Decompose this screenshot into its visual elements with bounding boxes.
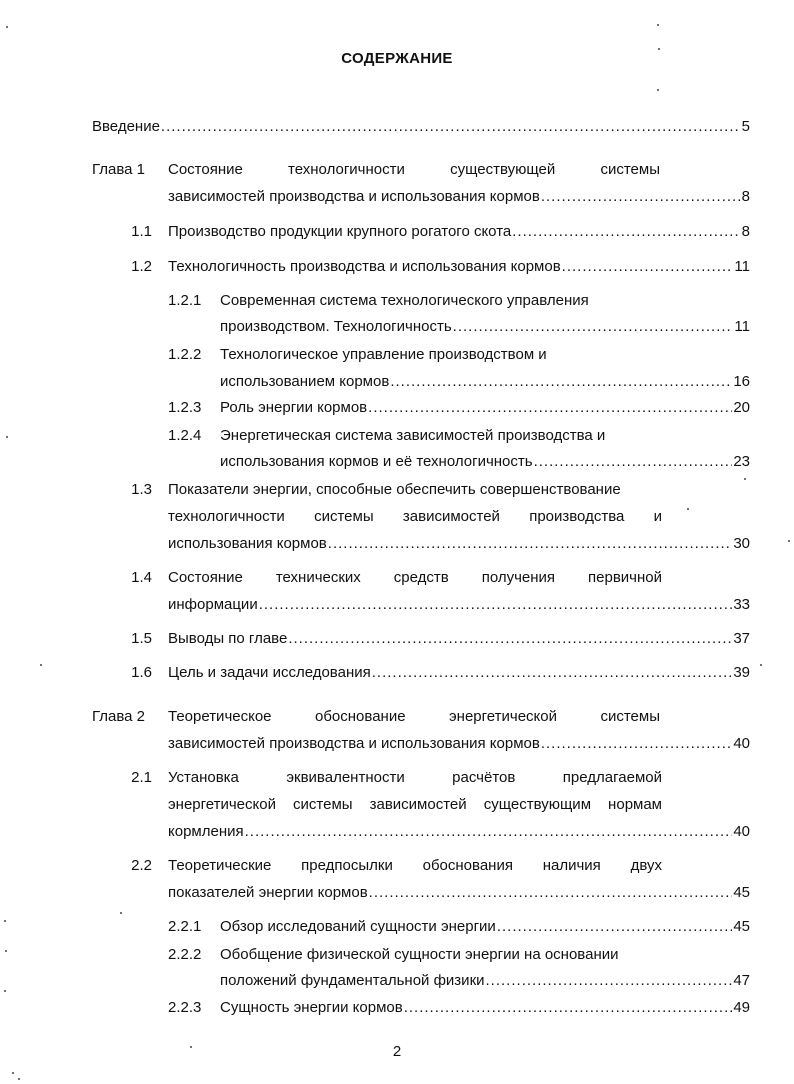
toc-page-number: 16	[733, 373, 750, 390]
toc-entry-line: Состояние технических средств получения первичной	[168, 569, 662, 586]
subsection-number: 1.2.3	[168, 399, 202, 416]
toc-page-number: 11	[734, 258, 750, 275]
page-title: СОДЕРЖАНИЕ	[341, 50, 453, 67]
scan-speck	[744, 478, 746, 480]
toc-entry-1-5	[168, 629, 750, 649]
toc-entry-chapter-1	[168, 187, 750, 207]
toc-page-number: 8	[741, 188, 750, 205]
toc-entry-1-2	[168, 257, 750, 277]
toc-entry-text: кормления	[168, 823, 244, 840]
toc-entry-line: Энергетическая система зависимостей производства и	[220, 427, 606, 444]
toc-page-number: 11	[734, 318, 750, 335]
scan-speck	[4, 920, 6, 922]
section-number: 1.2	[131, 258, 152, 275]
section-number: 1.5	[131, 630, 152, 647]
toc-entry-1-4	[168, 595, 750, 615]
toc-page-number: 20	[733, 399, 750, 416]
toc-entry-text: использованием кормов	[220, 373, 390, 390]
toc-entry-1-2-3	[220, 398, 750, 418]
toc-entry-text: Сущность энергии кормов	[220, 999, 403, 1016]
scan-speck	[40, 664, 42, 666]
toc-entry-2-2-2	[220, 971, 750, 991]
toc-entry-text: положений фундаментальной физики	[220, 972, 485, 989]
scan-speck	[657, 24, 659, 26]
scan-speck	[4, 990, 6, 992]
section-number: 1.6	[131, 664, 152, 681]
toc-entry-line: Современная система технологического управления	[220, 292, 589, 309]
page-number: 2	[392, 1043, 402, 1060]
toc-entry-2-1	[168, 822, 750, 842]
toc-entry-line: Технологическое управление производством и	[220, 346, 547, 363]
subsection-number: 2.2.1	[168, 918, 202, 935]
toc-entry-chapter-2	[168, 734, 750, 754]
toc-entry-text: зависимостей производства и использования кормов	[168, 188, 540, 205]
toc-entry-2-2-3	[220, 998, 750, 1018]
section-number: 1.3	[131, 481, 152, 498]
toc-entry-1-2-4	[220, 452, 750, 472]
chapter-label: Глава 1	[92, 161, 146, 178]
toc-entry-line: Состояние технологичности существующей системы	[168, 161, 660, 178]
subsection-number: 1.2.2	[168, 346, 202, 363]
toc-page-number: 45	[733, 918, 750, 935]
toc-page-number: 40	[733, 823, 750, 840]
toc-entry-1-2-1	[220, 317, 750, 337]
toc-page-number: 33	[733, 596, 750, 613]
scan-speck	[190, 1046, 192, 1048]
toc-entry-1-1	[168, 222, 750, 242]
toc-entry-2-2-1	[220, 917, 750, 937]
section-number: 2.2	[131, 857, 152, 874]
section-number: 1.1	[131, 223, 152, 240]
toc-page-number: 5	[741, 118, 750, 135]
scan-speck	[687, 508, 689, 510]
toc-entry-1-6	[168, 663, 750, 683]
toc-entry-text: Выводы по главе	[168, 630, 288, 647]
toc-entry-2-2	[168, 883, 750, 903]
subsection-number: 2.2.3	[168, 999, 202, 1016]
toc-page-number: 23	[733, 453, 750, 470]
scan-speck	[788, 540, 790, 542]
toc-entry-intro	[92, 117, 750, 137]
toc-entry-text: информации	[168, 596, 258, 613]
toc-entry-line: энергетической системы зависимостей существующим нормам	[168, 796, 662, 813]
toc-page-number: 37	[733, 630, 750, 647]
toc-entry-text: Обзор исследований сущности энергии	[220, 918, 496, 935]
scan-speck	[120, 912, 122, 914]
toc-page-number: 8	[741, 223, 750, 240]
scan-speck	[760, 664, 762, 666]
toc-page-number: 47	[733, 972, 750, 989]
toc-entry-text: использования кормов	[168, 535, 327, 552]
scan-speck	[6, 26, 8, 28]
toc-entry-text: использования кормов и её технологичность	[220, 453, 533, 470]
toc-entry-line: Теоретическое обоснование энергетической системы	[168, 708, 660, 725]
toc-entry-text: производством. Технологичность	[220, 318, 452, 335]
toc-entry-text: Цель и задачи исследования	[168, 664, 371, 681]
scan-speck	[657, 89, 659, 91]
toc-entry-text: Технологичность производства и использования кормов	[168, 258, 561, 275]
subsection-number: 2.2.2	[168, 946, 202, 963]
toc-entry-1-3	[168, 534, 750, 554]
toc-entry-text: зависимостей производства и использования кормов	[168, 735, 540, 752]
scan-speck	[5, 950, 7, 952]
scan-speck	[658, 48, 660, 50]
toc-page-number: 45	[733, 884, 750, 901]
scan-speck	[12, 1072, 14, 1074]
scan-speck	[6, 436, 8, 438]
toc-entry-line: Теоретические предпосылки обоснования наличия двух	[168, 857, 662, 874]
toc-entry-1-2-2	[220, 372, 750, 392]
toc-entry-text: Производство продукции крупного рогатого скота	[168, 223, 512, 240]
subsection-number: 1.2.4	[168, 427, 202, 444]
toc-entry-text: Введение	[92, 118, 160, 135]
toc-entry-text: Роль энергии кормов	[220, 399, 368, 416]
toc-page-number: 39	[733, 664, 750, 681]
toc-entry-line: Показатели энергии, способные обеспечить совершенствование	[168, 481, 621, 498]
toc-page-number: 30	[733, 535, 750, 552]
chapter-label: Глава 2	[92, 708, 146, 725]
toc-page-number: 40	[733, 735, 750, 752]
toc-entry-line: технологичности системы зависимостей производства и	[168, 508, 662, 525]
toc-entry-line: Установка эквивалентности расчётов предлагаемой	[168, 769, 662, 786]
scan-speck	[18, 1078, 20, 1080]
subsection-number: 1.2.1	[168, 292, 202, 309]
toc-entry-line: Обобщение физической сущности энергии на основании	[220, 946, 619, 963]
section-number: 2.1	[131, 769, 152, 786]
toc-page-number: 49	[733, 999, 750, 1016]
section-number: 1.4	[131, 569, 152, 586]
toc-entry-text: показателей энергии кормов	[168, 884, 368, 901]
